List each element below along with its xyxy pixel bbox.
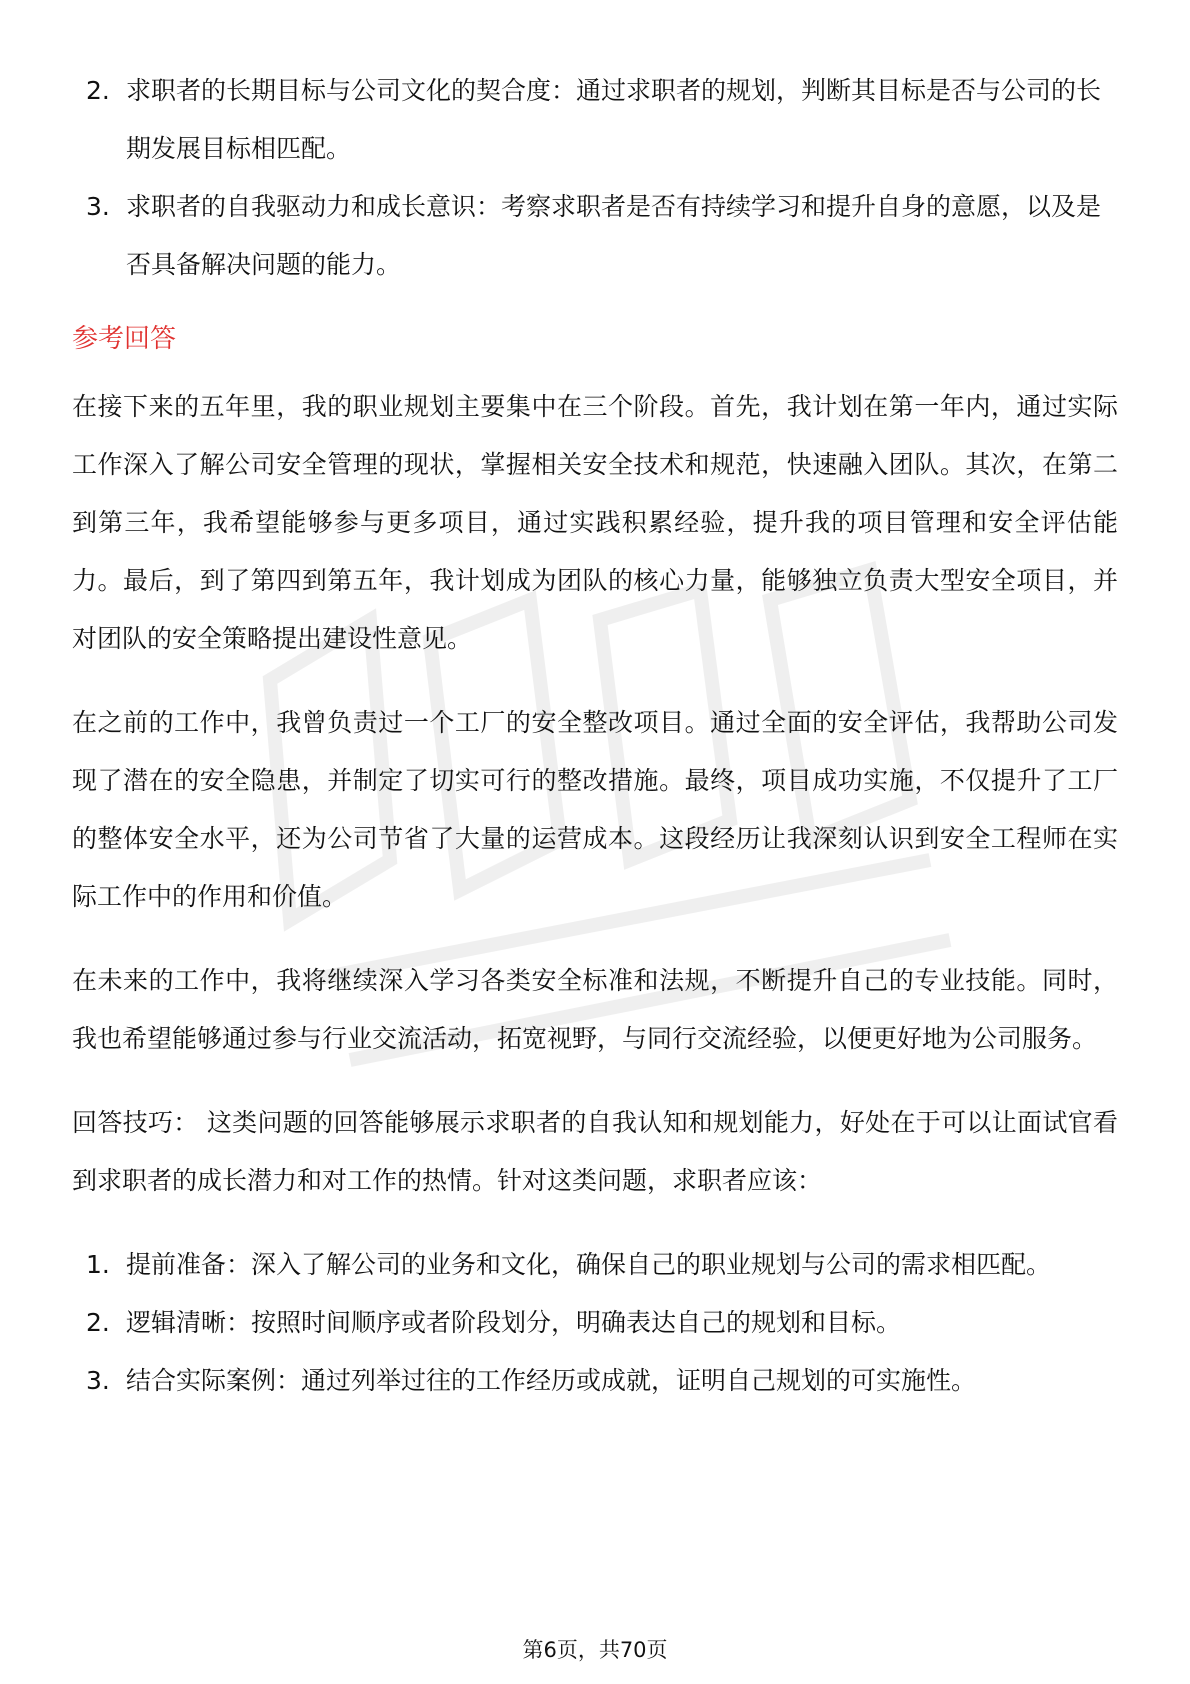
list-item <box>72 1294 1118 1352</box>
criteria-list <box>72 62 1118 294</box>
list-item <box>72 62 1118 178</box>
list-item-number: 1. <box>86 1250 110 1279</box>
tips-paragraph: 回答技巧： 这类问题的回答能够展示求职者的自我认知和规划能力，好处在于可以让面试官看到求职者的成长潜力和对工作的热情。针对这类问题，求职者应该： <box>72 1108 1118 1195</box>
list-item <box>72 178 1118 294</box>
answer-paragraph: 在接下来的五年里，我的职业规划主要集中在三个阶段。首先，我计划在第一年内，通过实际工作深入了解公司安全管理的现状，掌握相关安全技术和规范，快速融入团队。其次，在第二到第三年，我希望能够参与更多项目，通过实践积累经验，提升我的项目管理和安全评估能力。最后，到了第四到第五年，我计划成为团队的核心力量，能够独立负责大型安全项目，并对团队的安全策略提出建设性意见。 <box>72 392 1118 653</box>
list-item-number: 2. <box>86 76 110 105</box>
list-item-number: 3. <box>86 192 110 221</box>
list-item <box>72 1352 1118 1410</box>
list-item-number: 2. <box>86 1308 110 1337</box>
answer-paragraph: 在之前的工作中，我曾负责过一个工厂的安全整改项目。通过全面的安全评估，我帮助公司发现了潜在的安全隐患，并制定了切实可行的整改措施。最终，项目成功实施，不仅提升了工厂的整体安全水平，还为公司节省了大量的运营成本。这段经历让我深刻认识到安全工程师在实际工作中的作用和价值。 <box>72 708 1118 911</box>
list-item-text: 结合实际案例：通过列举过往的工作经历或成就，证明自己规划的可实施性。 <box>126 1366 977 1395</box>
list-item <box>72 1236 1118 1294</box>
page-content <box>72 62 1118 1410</box>
section-title: 参考回答 <box>72 324 177 354</box>
page-number-footer: 第6页，共70页 <box>522 1638 668 1662</box>
list-item-text: 求职者的长期目标与公司文化的契合度：通过求职者的规划，判断其目标是否与公司的长期发展目标相匹配。 <box>126 76 1102 163</box>
list-item-text: 逻辑清晰：按照时间顺序或者阶段划分，明确表达自己的规划和目标。 <box>126 1308 902 1337</box>
list-item-number: 3. <box>86 1366 110 1395</box>
tips-list <box>72 1236 1118 1410</box>
list-item-text: 提前准备：深入了解公司的业务和文化，确保自己的职业规划与公司的需求相匹配。 <box>126 1250 1052 1279</box>
list-item-text: 求职者的自我驱动力和成长意识：考察求职者是否有持续学习和提升自身的意愿，以及是否具备解决问题的能力。 <box>126 192 1102 279</box>
answer-paragraph: 在未来的工作中，我将继续深入学习各类安全标准和法规，不断提升自己的专业技能。同时，我也希望能够通过参与行业交流活动，拓宽视野，与同行交流经验，以便更好地为公司服务。 <box>72 966 1118 1053</box>
